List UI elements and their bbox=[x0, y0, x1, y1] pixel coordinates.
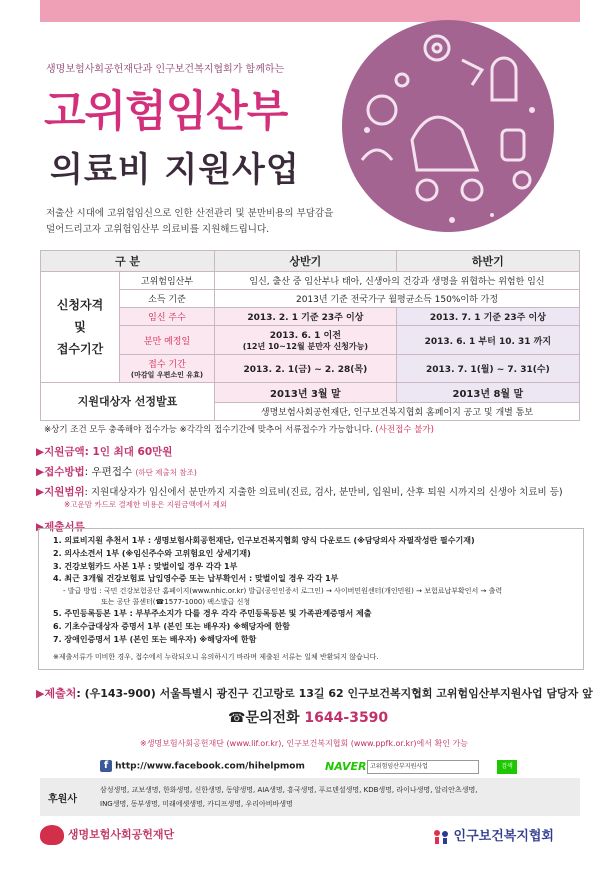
doc-item: 6. 기초수급대상자 증명서 1부 (본인 또는 배우자) ※해당자에 한함 bbox=[53, 621, 291, 631]
col-h1: 상반기 bbox=[215, 251, 397, 272]
footer-logo-right: 인구보건복지협회 bbox=[433, 825, 554, 845]
col-gubun: 구 분 bbox=[41, 251, 215, 272]
sponsors-label: 후원사 bbox=[48, 794, 77, 805]
intro-text: 저출산 시대에 고위험임신으로 인한 산전관리 및 분만비용의 부담감을 덜어드리고자 고위험임산부 의료비를 지원해드립니다. bbox=[46, 208, 334, 235]
doc-item: 7. 장애인증명서 1부 (본인 또는 배우자) ※해당자에 한함 bbox=[53, 634, 257, 644]
page-subtitle: 의료비 지원사업 bbox=[50, 150, 300, 190]
doc-item: 2. 의사소견서 1부 (※임신주수와 고위험요인 상세기재) bbox=[53, 548, 251, 558]
top-banner-bar bbox=[40, 0, 580, 22]
section-label: 신청자격 및 접수기간 bbox=[41, 272, 120, 383]
required-documents-box bbox=[38, 528, 584, 670]
support-info bbox=[36, 444, 596, 534]
submission-address: ▶제출처: (우143-900) 서울특별시 광진구 긴고랑로 13길 62 인구보건복지협회 고위험임산부지원사업 담당자 앞 bbox=[36, 687, 593, 700]
row-period-label: 접수 기간 (마감일 우편소인 유효) bbox=[120, 355, 215, 383]
row-target-value: 임신, 출산 중 임산부나 태아, 신생아의 건강과 생명을 위협하는 위험한 임신 bbox=[215, 272, 580, 290]
row-announce-label: 지원대상자 선정발표 bbox=[41, 383, 215, 421]
row-due-label: 분만 예정일 bbox=[120, 326, 215, 355]
contact-phone: ☎문의전화 1644-3590 bbox=[228, 710, 389, 726]
sponsors-list: 삼성생명, 교보생명, 한화생명, 신한생명, 동양생명, AIA생명, 흥국생명, 푸르덴셜생명, KDB생명, 라이나생명, 알리안츠생명, ING생명, 동부생명, 미래에셋생명, 카디프생명, 우리아비바생명 bbox=[100, 786, 478, 808]
naver-search-input[interactable]: 고위험임산부지원사업 bbox=[367, 760, 479, 774]
row-weeks-label: 임신 주수 bbox=[120, 308, 215, 326]
support-scope: ▶지원범위: 지원대상자가 임신에서 분만까지 지출한 의료비(진료, 검사, 분만비, 입원비, 산후 퇴원 시까지의 신생아 치료비 등) bbox=[36, 486, 563, 498]
doc-item: 5. 주민등록등본 1부 : 부부주소지가 다를 경우 각각 주민등록등본 및 가족관계증명서 제출 bbox=[53, 609, 372, 619]
naver-logo: NAVER bbox=[325, 760, 367, 773]
col-h2: 하반기 bbox=[396, 251, 579, 272]
row-period-h2: 2013. 7. 1(월) ~ 7. 31(수) bbox=[396, 355, 579, 383]
row-announce-h2: 2013년 8월 말 bbox=[396, 383, 579, 403]
table-row bbox=[41, 308, 580, 326]
support-method: ▶접수방법: 우편접수 (하단 제출처 참조) bbox=[36, 466, 197, 478]
conditions-note: ※상기 조건 모두 충족해야 접수가능 ※각각의 접수기간에 맞추어 서류접수가 가능합니다. (사전접수 불가) bbox=[44, 425, 434, 435]
table-row bbox=[41, 326, 580, 355]
table-row bbox=[41, 383, 580, 403]
row-due-h2: 2013. 6. 1 부터 10. 31 까지 bbox=[396, 326, 579, 355]
naver-search-button[interactable]: 검색 bbox=[497, 760, 517, 774]
eligibility-table bbox=[40, 250, 580, 421]
row-income-value: 2013년 기준 전국가구 월평균소득 150%이하 가정 bbox=[215, 290, 580, 308]
doc-sub: 또는 공단 콜센터(☎1577-1000) 팩스발급 신청 bbox=[101, 598, 251, 607]
row-target-label: 고위험임산부 bbox=[120, 272, 215, 290]
phone-number[interactable]: 1644-3590 bbox=[304, 710, 389, 726]
table-row bbox=[41, 272, 580, 290]
heart-logo-icon bbox=[40, 825, 64, 845]
table-header-row bbox=[41, 251, 580, 272]
table-row bbox=[41, 355, 580, 383]
row-announce-note: 생명보험사회공헌재단, 인구보건복지협회 홈페이지 공고 및 개별 통보 bbox=[215, 403, 580, 421]
website-note: ※생명보험사회공헌재단 (www.lif.or.kr), 인구보건복지협회 (www.ppfk.or.kr)에서 확인 가능 bbox=[140, 739, 468, 748]
row-weeks-h1: 2013. 2. 1 기준 23주 이상 bbox=[215, 308, 397, 326]
row-announce-h1: 2013년 3월 말 bbox=[215, 383, 397, 403]
docs-footnote: ※제출서류가 미비한 경우, 접수에서 누락되오니 유의하시기 바라며 제출된 서류는 일체 반환되지 않습니다. bbox=[53, 652, 379, 661]
family-logo-icon bbox=[433, 829, 449, 845]
doc-item: 4. 최근 3개월 건강보험료 납입영수증 또는 납부확인서 : 맞벌이일 경우 각각 1부 bbox=[53, 574, 339, 584]
docs-heading: ▶제출서류 bbox=[36, 521, 85, 533]
row-due-h1: 2013. 6. 1 이전 (12년 10~12월 분만자 신청가능) bbox=[215, 326, 397, 355]
orgs-line: 생명보험사회공헌재단과 인구보건복지협회가 함께하는 bbox=[46, 64, 285, 75]
doc-item: 1. 의료비지원 추천서 1부 : 생명보험사회공헌재단, 인구보건복지협회 양식 다운로드 (※담당의사 자필작성란 필수기재) bbox=[53, 536, 475, 545]
page-title: 고위험임산부 bbox=[44, 87, 288, 137]
support-amount: ▶지원금액: 1인 최대 60만원 bbox=[36, 446, 173, 458]
table-row bbox=[41, 290, 580, 308]
row-period-h1: 2013. 2. 1(금) ~ 2. 28(목) bbox=[215, 355, 397, 383]
facebook-link[interactable]: f http://www.facebook.com/hihelpmom bbox=[100, 760, 305, 772]
scope-note: ※고운맘 카드로 결제한 비용은 지원금액에서 제외 bbox=[64, 500, 228, 509]
footer-logo-left: 생명보험사회공헌재단 bbox=[40, 825, 174, 845]
row-weeks-h2: 2013. 7. 1 기준 23주 이상 bbox=[396, 308, 579, 326]
facebook-icon: f bbox=[100, 760, 112, 772]
doc-sub: - 발급 방법 : 국민 건강보험공단 홈페이지(www.nhic.or.kr) 발급(공인인증서 로그인) → 사이버민원센터(개인민원) → 보험료납부확인서 → 출력 bbox=[63, 587, 503, 596]
doc-item: 3. 건강보험카드 사본 1부 : 맞벌이일 경우 각각 1부 bbox=[53, 561, 238, 571]
baby-items-illustration bbox=[342, 20, 554, 232]
row-income-label: 소득 기준 bbox=[120, 290, 215, 308]
